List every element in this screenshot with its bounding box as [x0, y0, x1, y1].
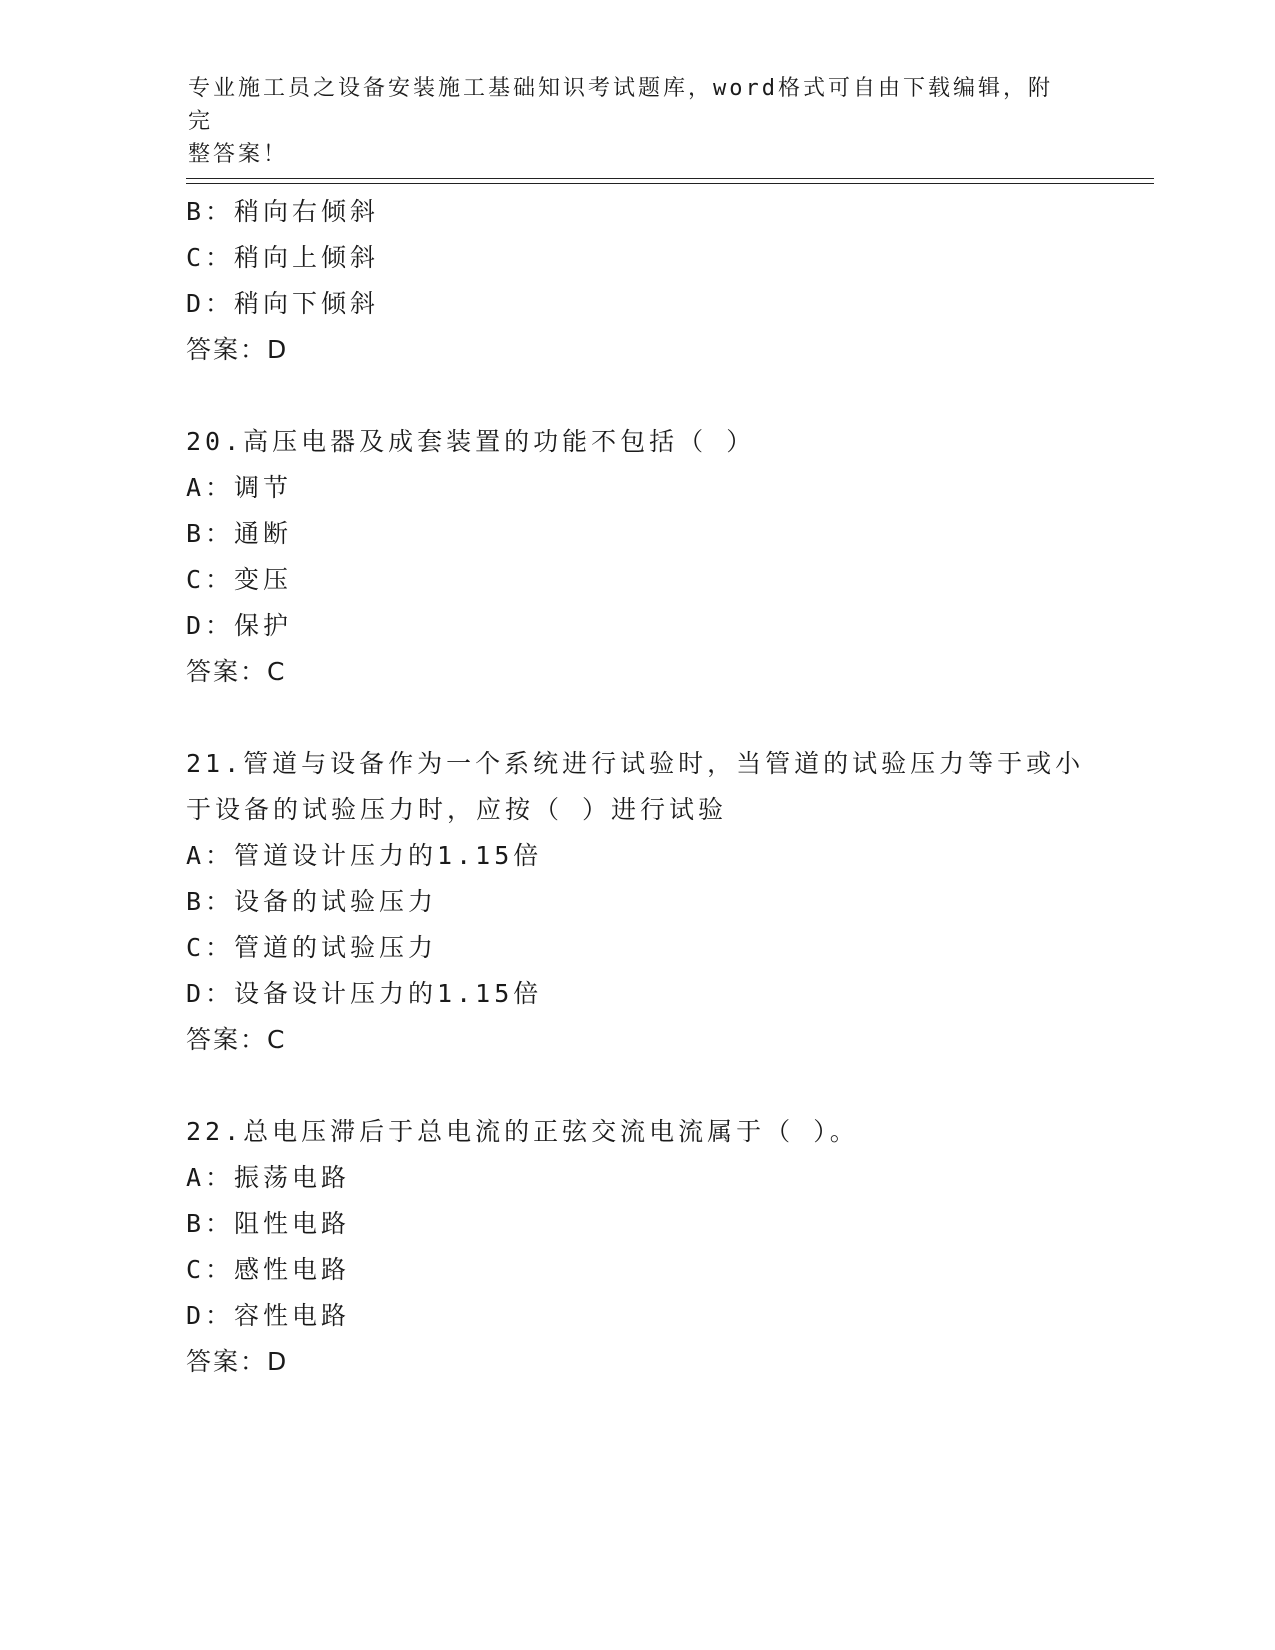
- option-c: C：变压: [186, 565, 293, 594]
- option-d: D：设备设计压力的1.15倍: [186, 979, 543, 1008]
- document-body: [186, 189, 1086, 1431]
- option-a: A：调节: [186, 473, 293, 502]
- option-d: D：保护: [186, 611, 293, 640]
- option-a: A：振荡电路: [186, 1163, 351, 1192]
- header-title-line-1: 专业施工员之设备安装施工基础知识考试题库，word格式可自由下载编辑，附完: [188, 76, 1053, 134]
- option-b: B：设备的试验压力: [186, 887, 438, 916]
- option-c: C：稍向上倾斜: [186, 243, 380, 272]
- option-d: D：稍向下倾斜: [186, 289, 380, 318]
- question-stem: 22.总电压滞后于总电流的正弦交流电流属于（ ）。: [186, 1117, 859, 1146]
- answer-value: C: [267, 657, 287, 686]
- option-b: B：稍向右倾斜: [186, 197, 380, 226]
- answer-label: 答案：: [186, 335, 268, 364]
- question-20: [186, 419, 1086, 695]
- option-b: B：阻性电路: [186, 1209, 351, 1238]
- answer-label: 答案：: [186, 1347, 268, 1376]
- question-19-tail: [186, 189, 1086, 373]
- option-b: B：通断: [186, 519, 293, 548]
- page-header: [188, 72, 1068, 171]
- question-22: [186, 1109, 1086, 1385]
- option-c: C：感性电路: [186, 1255, 351, 1284]
- option-d: D：容性电路: [186, 1301, 351, 1330]
- question-stem: 20.高压电器及成套装置的功能不包括（ ）: [186, 427, 756, 456]
- answer-label: 答案：: [186, 657, 268, 686]
- question-stem-line-2: 于设备的试验压力时，应按（ ）进行试验: [186, 795, 728, 824]
- answer-line: [186, 1339, 1086, 1385]
- answer-line: [186, 649, 1086, 695]
- answer-line: [186, 327, 1086, 373]
- option-a: A：管道设计压力的1.15倍: [186, 841, 543, 870]
- answer-label: 答案：: [186, 1025, 268, 1054]
- header-divider: [186, 178, 1154, 184]
- question-21: [186, 741, 1086, 1063]
- answer-value: C: [267, 1025, 287, 1054]
- answer-value: D: [267, 1347, 289, 1376]
- answer-value: D: [267, 335, 289, 364]
- answer-line: [186, 1017, 1086, 1063]
- header-title-line-2: 整答案！: [188, 142, 289, 167]
- question-stem-line-1: 21.管道与设备作为一个系统进行试验时，当管道的试验压力等于或小: [186, 749, 1085, 778]
- option-c: C：管道的试验压力: [186, 933, 438, 962]
